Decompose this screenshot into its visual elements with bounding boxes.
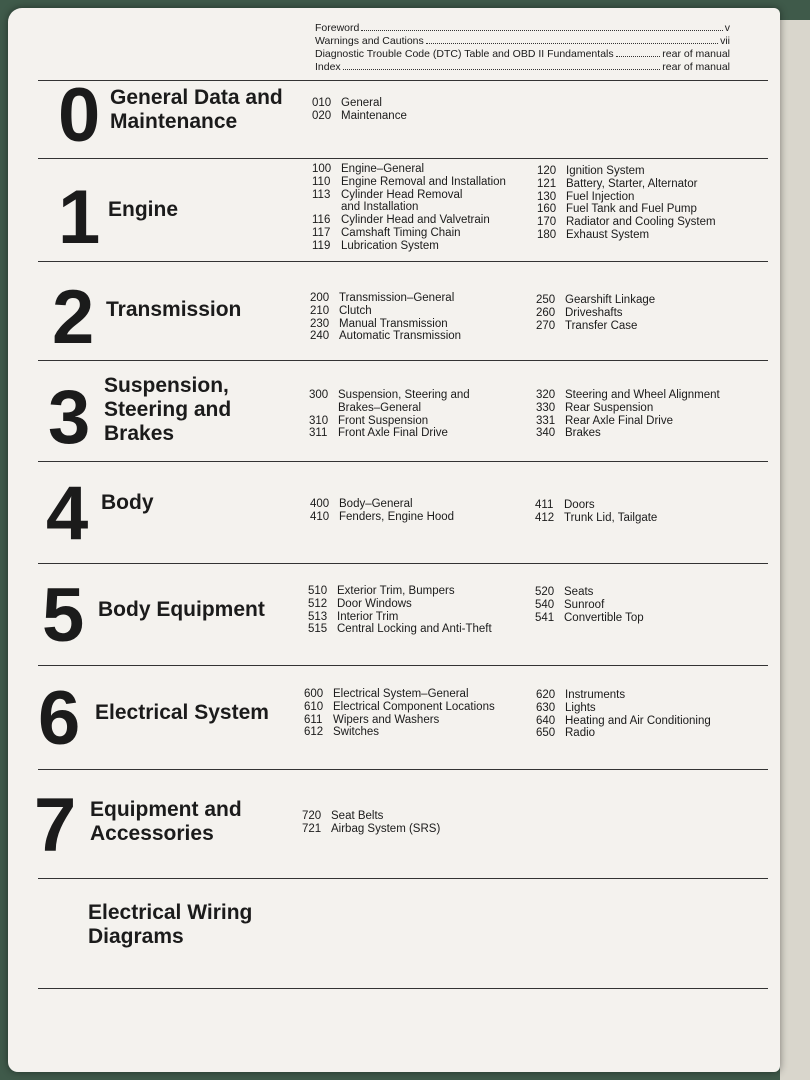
chapter-code: 120 — [537, 165, 557, 177]
chapter-name: Clutch — [339, 304, 372, 317]
chapter-item[interactable] — [304, 726, 495, 739]
section-title-line: Transmission — [106, 298, 242, 321]
chapter-item[interactable] — [312, 201, 506, 214]
chapter-name: Brakes — [565, 427, 601, 440]
chapter-list-left — [309, 389, 470, 440]
chapter-item[interactable] — [310, 318, 461, 331]
chapter-name: Automatic Transmission — [339, 330, 462, 343]
section-divider — [38, 769, 768, 770]
chapter-item[interactable] — [302, 810, 440, 823]
leader-dots — [616, 56, 661, 57]
leader-dots — [361, 30, 722, 31]
chapter-list-right — [536, 389, 720, 440]
section-title[interactable] — [90, 798, 242, 846]
section-title-line: Diagrams — [88, 925, 184, 948]
chapter-name: Switches — [333, 726, 380, 739]
front-matter-label: Diagnostic Trouble Code (DTC) Table and OBD II Fundamentals — [315, 48, 614, 60]
chapter-code: 650 — [536, 727, 556, 740]
section-divider — [38, 878, 768, 879]
section-number: 6 — [38, 676, 79, 761]
chapter-code: 117 — [312, 226, 331, 239]
chapter-item[interactable] — [537, 203, 716, 216]
section-number: 7 — [34, 783, 75, 868]
front-matter-page: rear of manual — [662, 48, 730, 60]
chapter-item[interactable] — [312, 189, 506, 202]
chapter-name: Ignition System — [566, 165, 645, 177]
chapter-item[interactable] — [308, 598, 492, 611]
chapter-name: Camshaft Timing Chain — [341, 226, 461, 239]
chapter-list-left — [302, 810, 440, 836]
contents-page — [8, 8, 780, 1072]
section-title-line: Electrical System — [95, 701, 269, 724]
chapter-item[interactable] — [304, 688, 495, 701]
front-matter-label: Index — [315, 61, 341, 73]
chapter-code: 200 — [310, 292, 330, 304]
chapter-code: 510 — [308, 585, 328, 597]
chapter-code: 180 — [537, 228, 557, 241]
chapter-name: Engine Removal and Installation — [341, 175, 506, 188]
chapter-code: 160 — [537, 203, 557, 216]
chapter-item[interactable] — [302, 823, 440, 836]
chapter-code: 541 — [535, 611, 555, 624]
section-title-line: Body — [101, 491, 154, 514]
section-title[interactable] — [110, 86, 283, 134]
chapter-name: Trunk Lid, Tailgate — [564, 511, 658, 524]
chapter-item[interactable] — [309, 427, 470, 440]
chapter-code: 230 — [310, 317, 330, 330]
chapter-name: Lights — [565, 701, 596, 714]
chapter-code: 119 — [312, 239, 331, 252]
section-title[interactable] — [88, 901, 252, 949]
chapter-code: 121 — [537, 177, 557, 190]
chapter-item[interactable] — [309, 402, 470, 415]
chapter-code: 020 — [312, 109, 332, 122]
chapter-code: 721 — [302, 822, 322, 835]
chapter-name: Seats — [564, 586, 594, 598]
chapter-code: 250 — [536, 294, 556, 306]
chapter-code: 320 — [536, 389, 556, 401]
chapter-name: General — [341, 97, 382, 109]
chapter-item[interactable] — [535, 599, 644, 612]
chapter-list-right — [536, 689, 711, 740]
chapter-code: 630 — [536, 701, 556, 714]
chapter-code: 640 — [536, 714, 556, 727]
section-divider — [38, 665, 768, 666]
chapter-item[interactable] — [536, 415, 720, 428]
chapter-item[interactable] — [536, 427, 720, 440]
front-matter-item[interactable] — [315, 48, 730, 61]
chapter-code: 210 — [310, 304, 330, 317]
chapter-item[interactable] — [308, 611, 492, 624]
chapter-code: 410 — [310, 510, 330, 523]
chapter-code: 260 — [536, 306, 556, 319]
chapter-code: 113 — [312, 188, 331, 201]
section-number: 2 — [52, 275, 93, 360]
chapter-name: Radio — [565, 727, 596, 740]
section-title-line: Body Equipment — [98, 598, 265, 621]
chapter-list-right — [537, 165, 716, 242]
chapter-code: 512 — [308, 597, 328, 610]
chapter-name: Brakes–General — [338, 401, 422, 414]
section-divider — [38, 360, 768, 361]
section-title[interactable] — [98, 598, 265, 622]
section-divider — [38, 563, 768, 564]
chapter-name: Fuel Tank and Fuel Pump — [566, 203, 697, 216]
front-matter-item[interactable] — [315, 61, 730, 74]
chapter-item[interactable] — [536, 702, 711, 715]
chapter-list-left — [304, 688, 495, 739]
section-title-line: Suspension, — [104, 374, 229, 397]
chapter-name: Heating and Air Conditioning — [565, 714, 711, 727]
chapter-item[interactable] — [309, 389, 470, 402]
chapter-name: Transmission–General — [339, 292, 455, 304]
chapter-name: Instruments — [565, 689, 626, 701]
chapter-item[interactable] — [535, 612, 644, 625]
chapter-item[interactable] — [304, 714, 495, 727]
chapter-code: 331 — [536, 414, 556, 427]
chapter-name: Manual Transmission — [339, 317, 448, 330]
chapter-code: 010 — [312, 97, 332, 109]
front-matter-item[interactable] — [315, 22, 730, 35]
front-matter-page: rear of manual — [662, 61, 730, 73]
chapter-name: Front Axle Final Drive — [338, 427, 448, 440]
chapter-name: Rear Suspension — [565, 401, 654, 414]
chapter-name: Cylinder Head Removal — [341, 188, 463, 201]
chapter-item[interactable] — [312, 163, 506, 176]
chapter-code: 311 — [309, 427, 328, 440]
chapter-item[interactable] — [312, 214, 506, 227]
chapter-name: Maintenance — [341, 109, 407, 122]
chapter-name: Convertible Top — [564, 611, 644, 624]
front-matter-page: v — [724, 22, 730, 34]
chapter-code: 515 — [308, 623, 328, 636]
section-title[interactable] — [108, 198, 178, 222]
section-divider — [38, 261, 768, 262]
chapter-item[interactable] — [312, 227, 506, 240]
chapter-code: 411 — [535, 499, 554, 511]
chapter-item[interactable] — [304, 701, 495, 714]
section-number: 5 — [42, 573, 83, 658]
chapter-list-left — [310, 498, 454, 524]
chapter-list-left — [310, 292, 461, 343]
section-title[interactable] — [104, 374, 231, 446]
chapter-item[interactable] — [308, 585, 492, 598]
chapter-item[interactable] — [537, 191, 716, 204]
chapter-code: 620 — [536, 689, 556, 701]
chapter-item[interactable] — [536, 689, 711, 702]
chapter-code: 600 — [304, 688, 324, 700]
chapter-code: 110 — [312, 175, 331, 188]
chapter-item[interactable] — [537, 178, 716, 191]
chapter-code: 170 — [537, 216, 557, 229]
chapter-code: 240 — [310, 330, 330, 343]
chapter-item[interactable] — [537, 229, 716, 242]
section-title-line: Accessories — [90, 822, 214, 845]
chapter-name: Doors — [564, 499, 595, 511]
section-title[interactable] — [106, 298, 241, 322]
chapter-name: Battery, Starter, Alternator — [566, 177, 698, 190]
chapter-list-right — [535, 499, 657, 525]
section-number: 1 — [58, 175, 99, 260]
chapter-code — [312, 201, 341, 214]
chapter-name: Airbag System (SRS) — [331, 822, 441, 835]
leader-dots — [426, 43, 718, 44]
chapter-code: 340 — [536, 427, 556, 440]
chapter-code: 612 — [304, 726, 324, 739]
front-matter-list — [315, 22, 730, 74]
chapter-item[interactable] — [310, 305, 461, 318]
chapter-code: 540 — [535, 598, 555, 611]
chapter-item[interactable] — [535, 512, 657, 525]
section-title-line: Electrical Wiring — [88, 901, 253, 924]
chapter-name: Sunroof — [564, 598, 605, 611]
chapter-code: 400 — [310, 498, 330, 510]
chapter-list-right — [536, 294, 655, 332]
chapter-code: 520 — [535, 586, 555, 598]
chapter-code: 513 — [308, 610, 328, 623]
chapter-code — [309, 402, 338, 415]
chapter-code: 610 — [304, 700, 324, 713]
chapter-name: Fenders, Engine Hood — [339, 510, 455, 523]
section-divider — [38, 461, 768, 462]
section-title-line: Steering and — [104, 398, 232, 421]
chapter-name: Electrical System–General — [333, 688, 469, 700]
chapter-item[interactable] — [309, 415, 470, 428]
chapter-item[interactable] — [310, 292, 461, 305]
chapter-list-left — [312, 97, 407, 123]
chapter-code: 330 — [536, 401, 556, 414]
chapter-name: Front Suspension — [338, 414, 429, 427]
chapter-item[interactable] — [535, 499, 657, 512]
chapter-item[interactable] — [536, 294, 655, 307]
chapter-code: 116 — [312, 214, 331, 227]
chapter-list-left — [308, 585, 492, 636]
chapter-name: Cylinder Head and Valvetrain — [341, 214, 490, 227]
chapter-item[interactable] — [536, 715, 711, 728]
leader-dots — [343, 69, 661, 70]
chapter-item[interactable] — [536, 389, 720, 402]
chapter-name: Engine–General — [341, 163, 425, 175]
chapter-code: 310 — [309, 414, 329, 427]
chapter-name: Electrical Component Locations — [333, 700, 495, 713]
chapter-name: Door Windows — [337, 597, 412, 610]
section-divider — [38, 158, 768, 159]
chapter-code: 611 — [304, 713, 323, 726]
section-divider — [38, 80, 768, 81]
chapter-item[interactable] — [312, 176, 506, 189]
chapter-item[interactable] — [536, 320, 655, 333]
chapter-item[interactable] — [536, 402, 720, 415]
chapter-name: Interior Trim — [337, 610, 399, 623]
chapter-item[interactable] — [310, 498, 454, 511]
section-title-line: Maintenance — [110, 110, 238, 133]
chapter-item[interactable] — [536, 307, 655, 320]
chapter-code: 100 — [312, 163, 332, 175]
chapter-code: 720 — [302, 810, 322, 822]
front-matter-item[interactable] — [315, 35, 730, 48]
chapter-name: Seat Belts — [331, 810, 384, 822]
chapter-name: Wipers and Washers — [333, 713, 440, 726]
chapter-list-left — [312, 163, 506, 253]
chapter-name: Gearshift Linkage — [565, 294, 656, 306]
section-number: 4 — [46, 471, 87, 556]
chapter-item[interactable] — [537, 216, 716, 229]
adjacent-page-edge — [780, 20, 810, 1080]
chapter-name: Central Locking and Anti-Theft — [337, 623, 492, 636]
chapter-list-right — [535, 586, 644, 624]
chapter-name: Rear Axle Final Drive — [565, 414, 674, 427]
chapter-code: 300 — [309, 389, 329, 401]
chapter-name: Driveshafts — [565, 306, 623, 319]
chapter-item[interactable] — [537, 165, 716, 178]
section-number: 3 — [48, 375, 89, 460]
front-matter-label: Foreword — [315, 22, 360, 34]
chapter-name: Fuel Injection — [566, 190, 635, 203]
chapter-name: Lubrication System — [341, 239, 439, 252]
chapter-item[interactable] — [312, 240, 506, 253]
chapter-name: Exterior Trim, Bumpers — [337, 585, 455, 597]
chapter-name: Steering and Wheel Alignment — [565, 389, 720, 401]
chapter-item[interactable] — [535, 586, 644, 599]
chapter-item[interactable] — [312, 110, 407, 123]
chapter-name: Radiator and Cooling System — [566, 216, 716, 229]
chapter-name: Body–General — [339, 498, 413, 510]
chapter-code: 270 — [536, 319, 556, 332]
section-number: 0 — [58, 73, 99, 158]
chapter-name: Transfer Case — [565, 319, 638, 332]
chapter-item[interactable] — [310, 330, 461, 343]
chapter-name: Suspension, Steering and — [338, 389, 470, 401]
section-title[interactable] — [101, 491, 154, 515]
chapter-name: and Installation — [341, 201, 419, 214]
chapter-item[interactable] — [536, 727, 711, 740]
chapter-code: 130 — [537, 190, 557, 203]
chapter-code: 412 — [535, 511, 555, 524]
section-title-line: Equipment and — [90, 798, 242, 821]
section-title-line: Brakes — [104, 422, 175, 445]
section-title-line: General Data and — [110, 86, 283, 109]
section-title[interactable] — [95, 701, 269, 725]
front-matter-label: Warnings and Cautions — [315, 35, 424, 47]
chapter-item[interactable] — [312, 97, 407, 110]
section-divider — [38, 988, 768, 989]
chapter-item[interactable] — [308, 623, 492, 636]
chapter-name: Exhaust System — [566, 228, 650, 241]
front-matter-page: vii — [720, 35, 730, 47]
chapter-item[interactable] — [310, 511, 454, 524]
section-title-line: Engine — [108, 198, 179, 221]
